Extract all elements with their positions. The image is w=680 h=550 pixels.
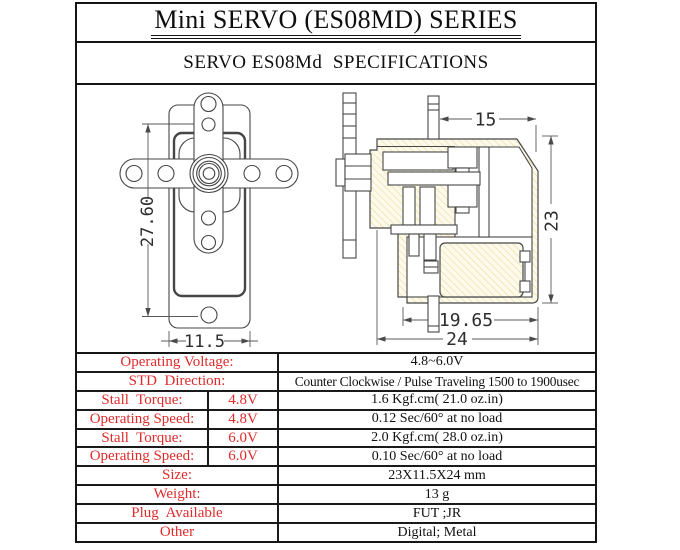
spec-voltage: 6.0V (208, 429, 278, 448)
side-height-dimension (542, 136, 563, 303)
spec-label: Operating Speed: (77, 410, 208, 429)
spec-voltage: 4.8V (208, 410, 278, 429)
spec-row (77, 447, 595, 466)
page-subtitle: SERVO ES08Md SPECIFICATIONS (183, 52, 489, 73)
top-pinion-shaft (428, 96, 439, 139)
spec-row (77, 466, 595, 485)
spec-label: Weight: (77, 485, 278, 504)
spec-row (77, 354, 595, 372)
servo-drawing-canvas (77, 85, 595, 350)
spec-voltage: 4.8V (208, 391, 278, 410)
spec-value: Digital; Metal (278, 523, 595, 541)
page-title: Mini SERVO (ES08MD) SERIES (151, 7, 520, 39)
spec-row (77, 410, 595, 429)
side-outer-width-dimension (377, 329, 538, 350)
horn-hub (190, 155, 228, 193)
front-width-dim-label: 11.5 (184, 332, 225, 350)
spec-value: 23X11.5X24 mm (278, 466, 595, 485)
spec-value: 0.10 Sec/60° at no load (278, 447, 595, 466)
front-view-drawing (120, 93, 298, 350)
spec-label: Other (77, 523, 278, 541)
spec-voltage: 6.0V (208, 447, 278, 466)
spec-value: Counter Clockwise / Pulse Traveling 1500 to 1900usec (278, 372, 595, 391)
spec-label: Plug Available (77, 504, 278, 523)
front-height-dim-label: 27.60 (138, 195, 158, 248)
spec-row (77, 391, 595, 410)
bottom-bearing-shaft (428, 296, 439, 332)
spec-table (77, 354, 595, 541)
spec-value: 4.8~6.0V (278, 354, 595, 372)
spec-label: Stall Torque: (77, 429, 208, 448)
front-height-dimension (138, 124, 158, 317)
mounting-hole (201, 307, 217, 323)
spec-row (77, 485, 595, 504)
spec-row (77, 372, 595, 391)
spec-value: 13 g (278, 485, 595, 504)
subtitle-band (77, 43, 595, 85)
side-view-drawing (336, 93, 563, 350)
output-shaft (336, 154, 371, 191)
side-height-dim-label: 23 (541, 210, 563, 232)
motor-block (440, 243, 530, 297)
spec-label: Operating Speed: (77, 447, 208, 466)
spec-label: Size: (77, 466, 278, 485)
spec-row (77, 429, 595, 448)
spec-row (77, 523, 595, 541)
spec-label: Operating Voltage: (77, 354, 278, 372)
spec-value: FUT ;JR (278, 504, 595, 523)
spec-row (77, 504, 595, 523)
side-top-dim-label: 15 (474, 109, 497, 131)
main-shaft-bar (388, 172, 480, 185)
technical-drawings (77, 85, 595, 354)
spec-sheet (75, 2, 597, 543)
spec-value: 1.6 Kgf.cm( 21.0 oz.in) (278, 391, 595, 410)
title-band (77, 4, 595, 43)
side-outer-width-dim-label: 24 (446, 329, 468, 350)
side-inner-width-dim-label: 19.65 (438, 310, 494, 331)
spec-value: 0.12 Sec/60° at no load (278, 410, 595, 429)
spec-label: Stall Torque: (77, 391, 208, 410)
spec-label: STD Direction: (77, 372, 278, 391)
spec-value: 2.0 Kgf.cm( 28.0 oz.in) (278, 429, 595, 448)
front-width-dimension (161, 331, 258, 350)
